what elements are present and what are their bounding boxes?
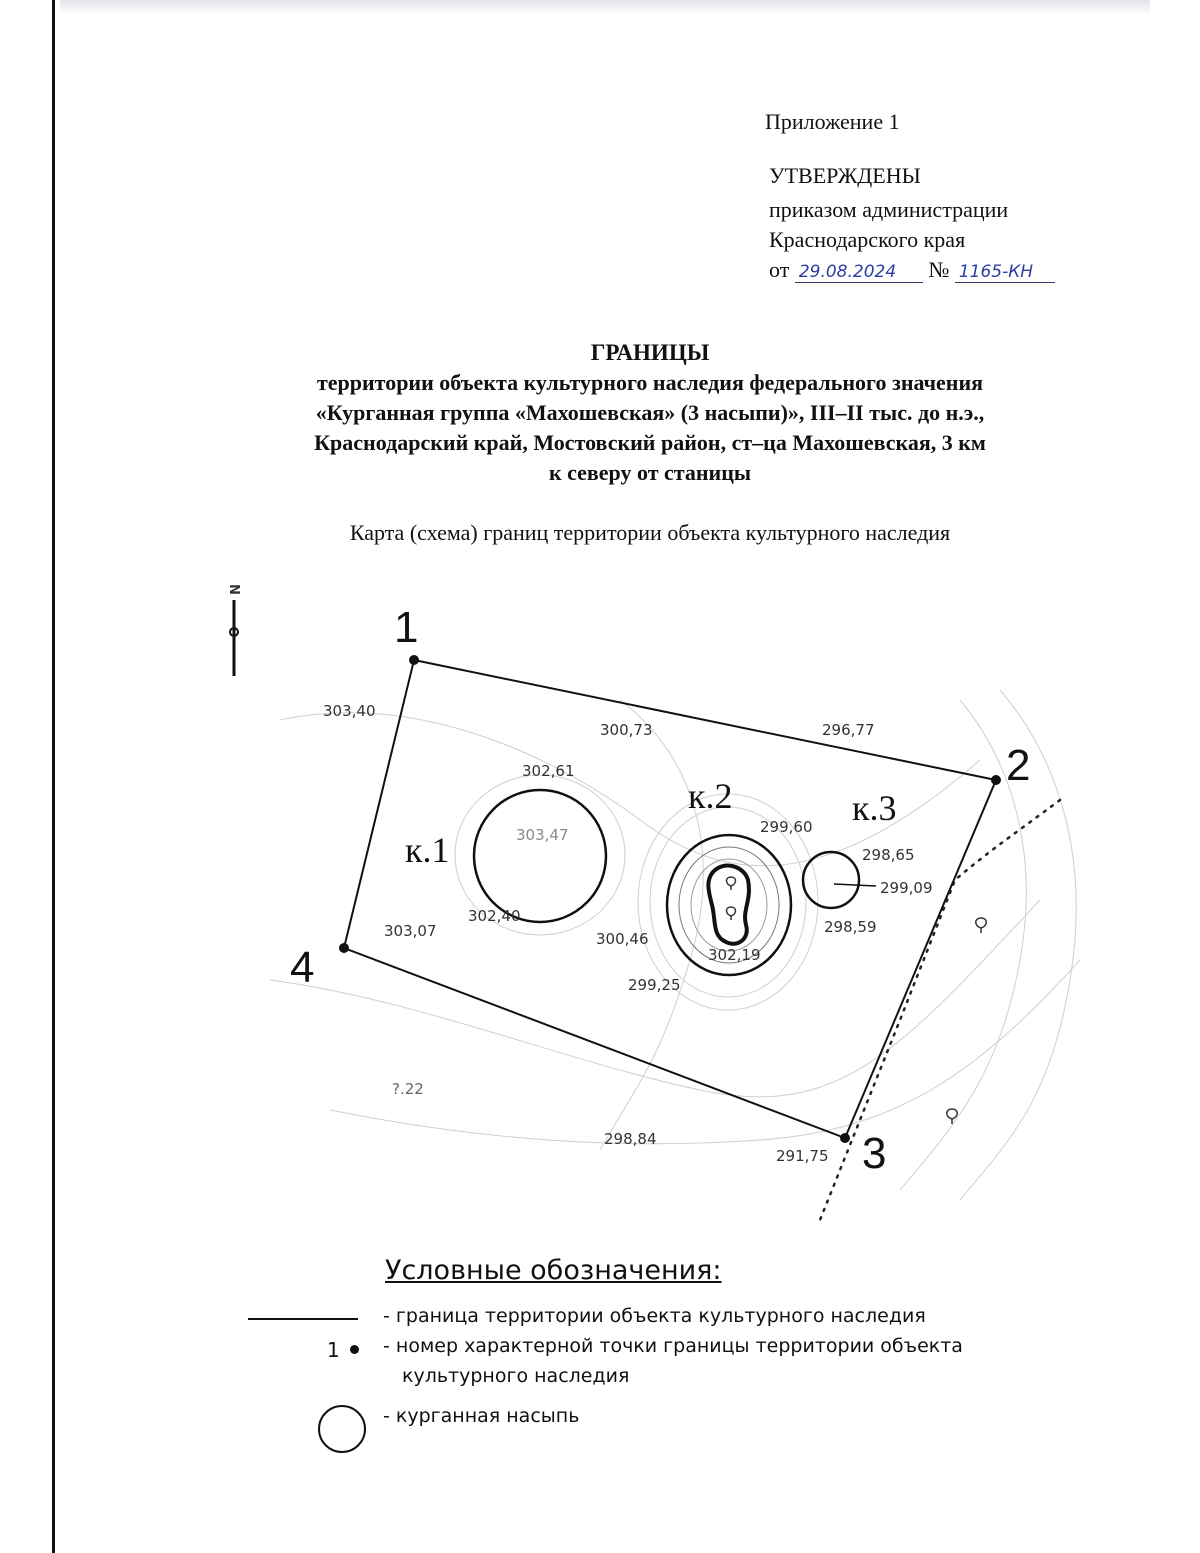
tree-icon xyxy=(727,907,736,920)
contour-line xyxy=(330,960,1080,1144)
legend-title: Условные обозначения: xyxy=(385,1255,722,1286)
boundary-point-2 xyxy=(991,775,1001,785)
elevation-label: 302,40 xyxy=(468,907,521,925)
north-label: N xyxy=(226,584,241,595)
title-line-2: «Курганная группа «Махошевская» (3 насыпи)», III–II тыс. до н.э., xyxy=(315,400,985,425)
mound-label-k2: к.2 xyxy=(688,776,733,816)
approved-label: УТВЕРЖДЕНЫ xyxy=(769,163,921,188)
title-line-4: к северу от станицы xyxy=(548,460,752,485)
elevation-label: 296,77 xyxy=(822,721,875,739)
map-subtitle: Карта (схема) границ территории объекта культурного наследия xyxy=(349,520,951,545)
legend-boundary-text: - граница территории объекта культурного наследия xyxy=(383,1305,926,1327)
contour-line xyxy=(600,700,703,1150)
elevation-label: 303,07 xyxy=(384,922,437,940)
point-number-3: 3 xyxy=(862,1129,887,1178)
contour-lines xyxy=(270,690,1080,1200)
title-line-3: Краснодарский край, Мостовский район, ст–ца Махошевская, 3 км xyxy=(314,430,986,455)
mound-label-k3: к.3 xyxy=(852,788,897,828)
mound-k3 xyxy=(803,852,859,908)
k3-leader-line xyxy=(834,884,876,886)
elevation-label: 300,73 xyxy=(600,721,653,739)
elevation-label: 299,09 xyxy=(880,879,933,897)
legend-point-text-2: культурного наследия xyxy=(402,1365,630,1387)
north-arrow xyxy=(226,584,241,676)
point-number-1: 1 xyxy=(394,603,419,652)
tree-icon xyxy=(976,918,987,933)
point-number-4: 4 xyxy=(290,943,315,992)
number-prefix: № xyxy=(928,257,950,282)
elevation-labels xyxy=(323,702,933,1165)
territory-boundary xyxy=(344,660,996,1138)
order-line-2: Краснодарского края xyxy=(769,227,966,252)
mound-k2-inner xyxy=(691,859,767,951)
date-prefix: от xyxy=(769,257,790,282)
elevation-label: 298,84 xyxy=(604,1130,657,1148)
elevation-label: ?.22 xyxy=(392,1080,424,1098)
elevation-label: 299,60 xyxy=(760,818,813,836)
legend-point-dot xyxy=(350,1345,359,1354)
date-handwritten: 29.08.2024 xyxy=(795,262,923,283)
dotted-road xyxy=(820,800,1060,1220)
boundary-point-1 xyxy=(409,655,419,665)
title-main: ГРАНИЦЫ xyxy=(590,340,710,365)
title-line-1: территории объекта культурного наследия федерального значения xyxy=(316,370,984,395)
elevation-label: 303,40 xyxy=(323,702,376,720)
appendix-label: Приложение 1 xyxy=(765,109,900,134)
number-handwritten: 1165-КН xyxy=(955,262,1055,283)
mound-k1 xyxy=(474,790,606,922)
boundary-point-4 xyxy=(339,943,349,953)
tree-icon xyxy=(947,1109,958,1124)
legend-boundary-symbol xyxy=(248,1318,358,1320)
elevation-label: 300,46 xyxy=(596,930,649,948)
point-number-2: 2 xyxy=(1006,741,1031,790)
elevation-label: 291,75 xyxy=(776,1147,829,1165)
legend-mound-text: - курганная насыпь xyxy=(383,1405,580,1427)
elevation-label: 302,61 xyxy=(522,762,575,780)
elevation-label: 299,25 xyxy=(628,976,681,994)
elevation-label: 302,19 xyxy=(708,946,761,964)
elevation-label: 298,59 xyxy=(824,918,877,936)
legend-point-text-1: - номер характерной точки границы территории объекта xyxy=(383,1335,963,1357)
legend-point-number: 1 xyxy=(327,1338,340,1362)
elevation-label: 303,47 xyxy=(516,826,569,844)
legend-mound-symbol xyxy=(318,1405,366,1453)
mound-label-k1: к.1 xyxy=(405,830,450,870)
elevation-label: 298,65 xyxy=(862,846,915,864)
tree-icon xyxy=(727,877,736,890)
order-line-1: приказом администрации xyxy=(769,197,1009,222)
boundary-point-3 xyxy=(840,1133,850,1143)
